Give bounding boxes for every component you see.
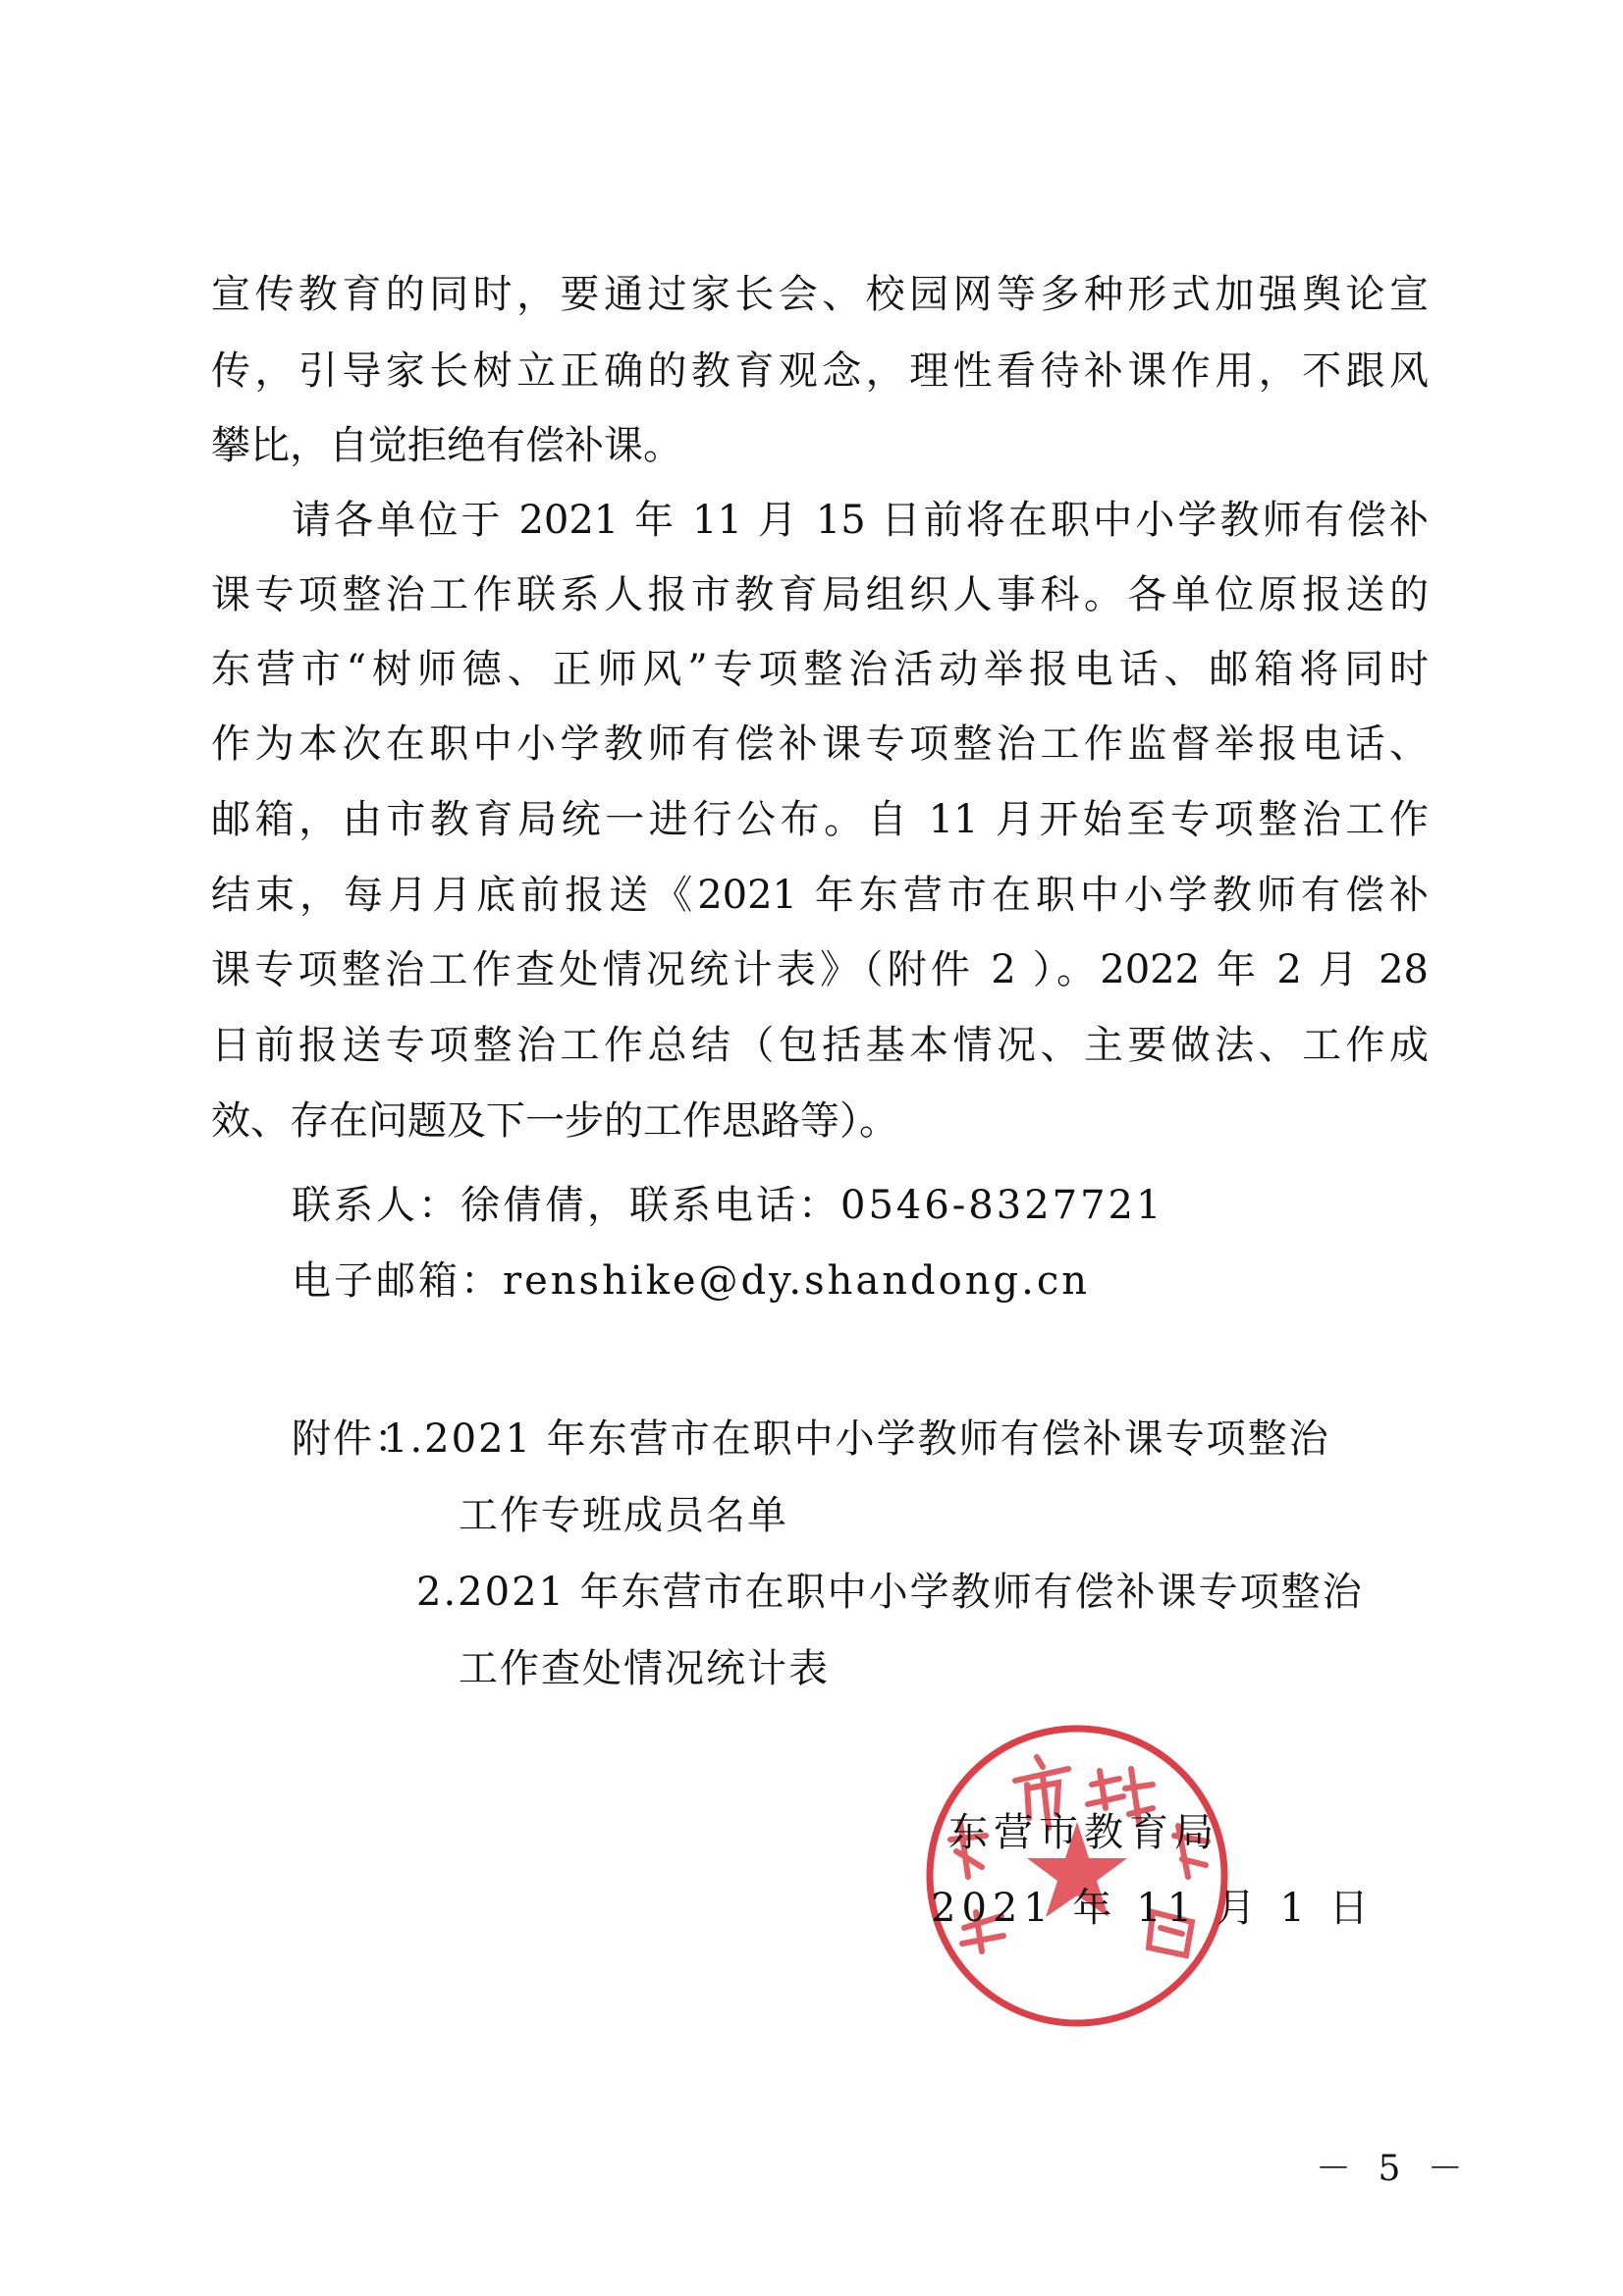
attachment-item-2-line-1: 2.2021 年东营市在职中小学教师有偿补课专项整治 [416, 1570, 1364, 1615]
text-line: 邮箱，由市教育局统一进行公布。自 11 月开始至专项整治工作 [211, 797, 1429, 842]
contact-person-line: 联系人：徐倩倩，联系电话：0546-8327721 [292, 1183, 1164, 1228]
text-line: 宣传教育的同时，要通过家长会、校园网等多种形式加强舆论宣 [211, 272, 1429, 317]
text-line: 作为本次在职中小学教师有偿补课专项整治工作监督举报电话、 [211, 721, 1429, 767]
text-line: 效、存在问题及下一步的工作思路等）。 [211, 1098, 898, 1144]
text-line: 日前报送专项整治工作总结（包括基本情况、主要做法、工作成 [211, 1023, 1429, 1068]
text-line: 请各单位于 2021 年 11 月 15 日前将在职中小学教师有偿补 [292, 498, 1429, 543]
text-line: 东营市“树师德、正师风”专项整治活动举报电话、邮箱将同时 [211, 647, 1429, 692]
official-seal-stamp [921, 1720, 1233, 2032]
text-line: 课专项整治工作联系人报市教育局组织人事科。各单位原报送的 [211, 572, 1429, 617]
text-line: 攀比，自觉拒绝有偿补课。 [211, 423, 682, 468]
issuer-name: 东营市教育局 [948, 1810, 1219, 1855]
attachment-item-1-line-2: 工作专班成员名单 [459, 1493, 788, 1538]
text-line: 传，引导家长树立正确的教育观念，理性看待补课作用，不跟风 [211, 348, 1429, 394]
contact-email-line: 电子邮箱：renshike@dy.shandong.cn [292, 1258, 1090, 1304]
page-number: － 5 － [1316, 2149, 1471, 2189]
text-line: 课专项整治工作查处情况统计表》（附件 2 ）。2022 年 2 月 28 [211, 947, 1429, 992]
attachments-label: 附件： [292, 1416, 415, 1462]
attachment-item-1-line-1: 1.2021 年东营市在职中小学教师有偿补课专项整治 [383, 1416, 1330, 1462]
attachment-item-2-line-2: 工作查处情况统计表 [459, 1646, 830, 1691]
issue-date: 2021 年 11 月 1 日 [931, 1886, 1375, 1931]
text-line: 结束，每月月底前报送《2021 年东营市在职中小学教师有偿补 [211, 873, 1429, 918]
